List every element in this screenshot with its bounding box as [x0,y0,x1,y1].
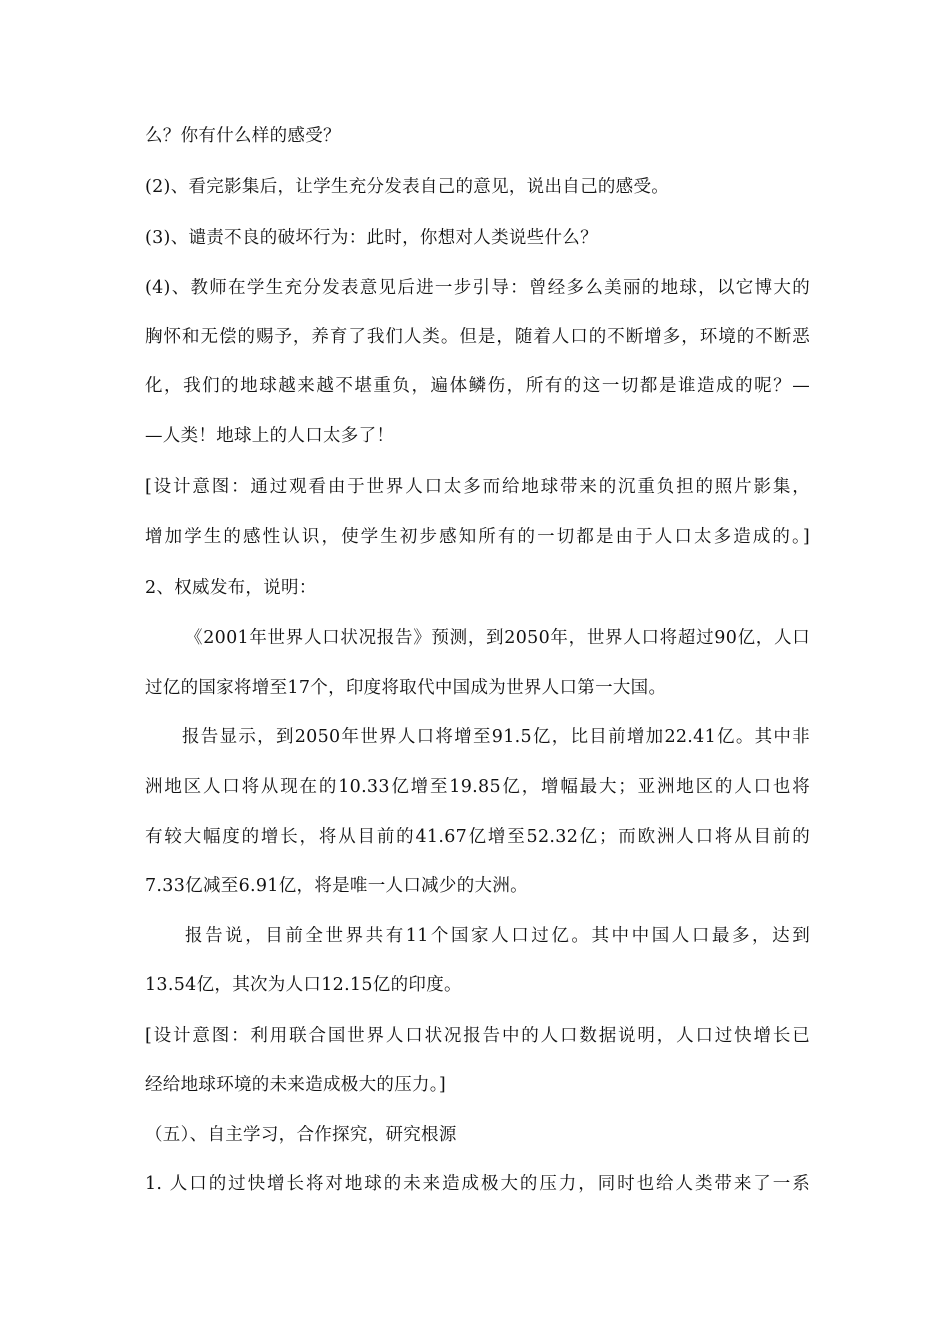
text-line: 么？你有什么样的感受？ [145,126,341,146]
text-line: 有较大幅度的增长，将从目前的41.67亿增至52.32亿；而欧洲人口将从目前的 [145,827,810,847]
text-line: [设计意图：利用联合国世界人口状况报告中的人口数据说明，人口过快增长已 [145,1026,810,1046]
text-line: 过亿的国家将增至17个，印度将取代中国成为世界人口第一大国。 [145,678,667,698]
text-line: 经给地球环境的未来造成极大的压力。] [145,1075,446,1095]
text-line: 报告说，目前全世界共有11个国家人口过亿。其中中国人口最多，达到 [185,926,810,946]
text-line: 7.33亿减至6.91亿，将是唯一人口减少的大洲。 [145,876,528,896]
text-line: 1. 人口的过快增长将对地球的未来造成极大的压力，同时也给人类带来了一系 [145,1174,810,1194]
text-line: (3)、谴责不良的破坏行为：此时，你想对人类说些什么？ [145,228,598,248]
text-line: 化，我们的地球越来越不堪重负，遍体鳞伤，所有的这一切都是谁造成的呢？— [145,376,810,396]
text-line: 报告显示，到2050年世界人口将增至91.5亿，比目前增加22.41亿。其中非 [182,727,810,747]
section-heading: （五）、自主学习，合作探究，研究根源 [145,1125,457,1145]
text-line: 2、权威发布，说明： [145,578,317,598]
text-line: [设计意图：通过观看由于世界人口太多而给地球带来的沉重负担的照片影集， [145,477,810,497]
text-line: 《2001年世界人口状况报告》预测，到2050年，世界人口将超过90亿，人口 [185,628,810,648]
text-line: (2)、看完影集后，让学生充分发表自己的意见，说出自己的感受。 [145,177,670,197]
text-line: 胸怀和无偿的赐予，养育了我们人类。但是，随着人口的不断增多，环境的不断恶 [145,327,810,347]
text-line: 13.54亿，其次为人口12.15亿的印度。 [145,975,462,995]
text-line: (4)、教师在学生充分发表意见后进一步引导：曾经多么美丽的地球，以它博大的 [145,278,810,298]
text-line: 洲地区人口将从现在的10.33亿增至19.85亿，增幅最大；亚洲地区的人口也将 [145,777,810,797]
text-line: 增加学生的感性认识，使学生初步感知所有的一切都是由于人口太多造成的。] [145,527,810,547]
text-line: —人类！地球上的人口太多了！ [145,426,395,446]
